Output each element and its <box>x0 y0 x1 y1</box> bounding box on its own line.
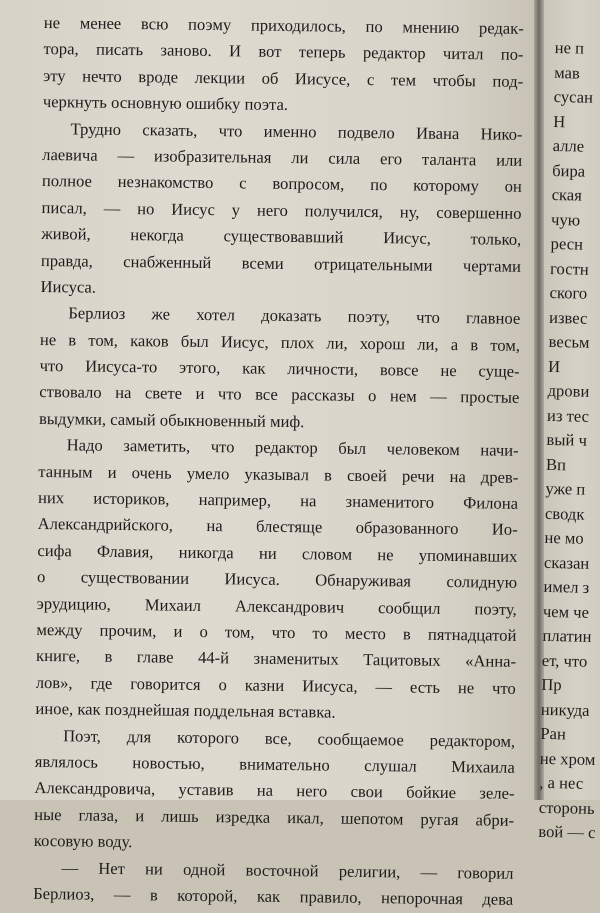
right-page-line: из тес <box>546 405 590 426</box>
text-line: них историков, например, на знаменитого Филона <box>37 487 519 513</box>
right-page-line: чую <box>550 209 581 230</box>
text-line: книге, в главе 44-й знаменитых Тацитовых «Анна- <box>35 646 517 672</box>
right-page-line: мав <box>554 62 581 83</box>
right-page-line: сказан <box>543 552 590 573</box>
right-page-line: Ран <box>540 723 567 744</box>
text-line: Александровича, уставив на него свои бойкие зеле- <box>34 778 515 804</box>
right-page-line: , а нес <box>539 772 584 793</box>
text-line: что Иисуса-то этого, как личности, вовсе не суще- <box>39 356 520 381</box>
right-page-line: ского <box>549 282 588 303</box>
right-page-line: извес <box>548 307 588 328</box>
right-page-line: не п <box>554 37 585 58</box>
text-line: выдумки, самый обыкновенный миф. <box>38 408 305 432</box>
text-line: эту нечто вроде лекции об Иисусе, с тем чтобы под- <box>43 65 524 91</box>
text-line: о существовании Иисуса. Обнаруживая солидную <box>36 567 518 593</box>
right-page-line: вый ч <box>546 429 588 450</box>
text-line: писал, — но Иисус у него получился, ну, совершенно <box>41 197 522 223</box>
right-page-line: никуда <box>540 699 590 720</box>
text-line: эрудицию, Михаил Александрович сообщил поэту, <box>36 593 517 619</box>
right-page-line: весьм <box>548 331 590 352</box>
right-page-line: И <box>547 356 561 376</box>
right-page-line: не мо <box>544 527 584 548</box>
text-line: Александрийского, на блестяще образованного Ио- <box>37 514 518 540</box>
text-line: ствовало на свете и что все рассказы о нем — простые <box>39 382 520 408</box>
text-line: лов», где говорится о казни Иисуса, — есть не что <box>35 672 516 698</box>
text-line: Берлиоз же хотел доказать поэту, что главное <box>68 303 521 329</box>
text-line: не менее всю поэму приходилось, по мнению редак- <box>43 12 524 38</box>
right-page-line: бира <box>551 160 586 181</box>
text-line: тора, писать заново. И вот теперь редактор читал по- <box>43 39 524 65</box>
text-line: между прочим, и о том, что то место в пятнадцатой <box>36 619 517 645</box>
text-line: танным и очень умело указывал в своей речи на древ- <box>38 461 519 487</box>
right-page-line: сторонь <box>538 797 595 818</box>
right-page-line: вой — с <box>538 821 596 843</box>
right-page-line: дрови <box>547 380 590 401</box>
right-page-line: ресн <box>550 233 584 254</box>
text-line: ные глаза, и лишь изредка икал, шепотом ругая абри- <box>34 804 515 830</box>
text-line: полное незнакомство с вопросом, по которому он <box>41 171 522 197</box>
right-page-line: гостн <box>549 258 589 279</box>
text-line: являлось новостью, внимательно слушал Михаила <box>34 751 515 777</box>
right-page-line: Н <box>553 111 566 131</box>
text-line: Поэт, для которого все, сообщаемое редактором, <box>63 725 516 751</box>
text-line: лаевича — изобразительная ли сила его таланта или <box>42 144 523 170</box>
text-line: Трудно сказать, что именно подвело Ивана Нико- <box>70 118 523 144</box>
right-page-line: Пр <box>541 674 562 695</box>
right-page-line: сусан <box>553 86 594 107</box>
text-line: черкнуть основную ошибку поэта. <box>42 92 289 115</box>
right-page-line: сводк <box>544 503 585 524</box>
left-page-text <box>33 10 524 913</box>
text-line: Берлиоз, — в которой, как правило, непорочная дева <box>33 883 514 909</box>
right-page-line: Вп <box>545 454 567 474</box>
text-line: живой, некогда существовавший Иисус, только, <box>41 224 522 249</box>
text-line: косовую воду. <box>33 831 133 852</box>
text-line: — Нет ни одной восточной религии, — говорил <box>61 857 514 883</box>
text-line: правда, снабженный всеми отрицательными чертами <box>40 250 522 276</box>
text-line: иное, как позднейшая поддельная вставка. <box>35 699 336 722</box>
right-page-line: уже п <box>545 478 586 499</box>
right-page-line: имел з <box>543 576 590 597</box>
right-page-line: платин <box>542 625 592 646</box>
text-line: Иисуса. <box>40 276 97 297</box>
right-page-line: чем че <box>542 601 590 622</box>
text-line: не в том, каков был Иисус, плох ли, хорош ли, а в том, <box>39 329 521 355</box>
text-line: сифа Флавия, никогда ни словом не упоминавших <box>37 540 518 566</box>
right-page-line: ская <box>551 184 583 205</box>
right-page-line: ет, что <box>541 650 588 671</box>
right-page-line: не хром <box>539 748 596 769</box>
text-line: Надо заметить, что редактор был человеком начи- <box>66 435 519 461</box>
right-page-line: алле <box>552 135 585 156</box>
